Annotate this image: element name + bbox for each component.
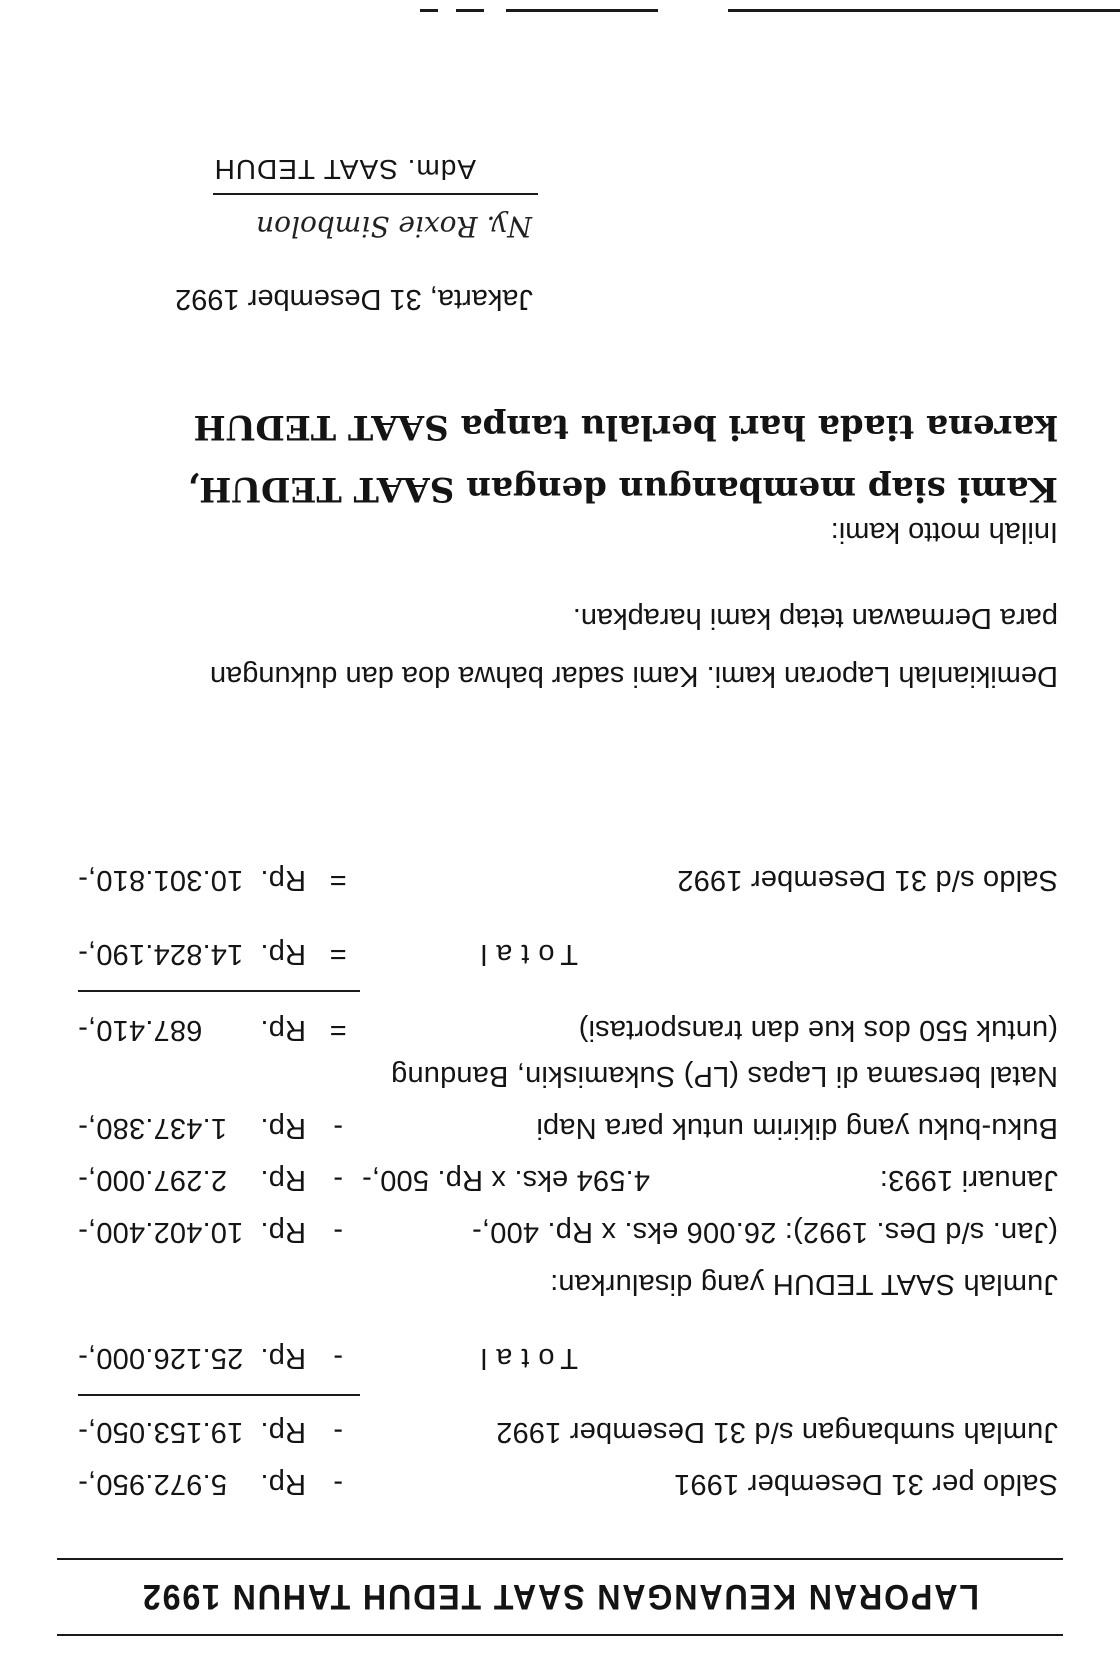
- closing-paragraph: [78, 503, 1058, 705]
- title-rule-bottom: [57, 1558, 1063, 1560]
- currency: Rp.: [260, 1014, 306, 1046]
- row-label: Buku-buku yang dikirim untuk para Napi: [536, 1112, 1058, 1144]
- row-label-continued: (untuk 550 dos kue dan transportasi): [578, 1014, 1058, 1046]
- balance-row: [58, 858, 1058, 896]
- report-header: [57, 1558, 1063, 1636]
- row-equals: -: [333, 1112, 343, 1144]
- row-equals: -: [333, 1416, 343, 1448]
- row-equals: =: [329, 1014, 347, 1046]
- row-amount: 19.153.050,-: [78, 1416, 244, 1448]
- row-equals: =: [329, 938, 347, 970]
- total-row: [58, 1336, 1058, 1374]
- row-amount: 2.297.000,-: [78, 1164, 227, 1196]
- financial-table: [58, 844, 1058, 1500]
- total-amount: 14.824.190,-: [78, 938, 244, 970]
- report-title: LAPORAN KEUANGAN SAAT TEDUH TAHUN 1992: [140, 1577, 980, 1616]
- row-amount: 5.972.950,-: [78, 1468, 227, 1500]
- sum-rule: [78, 990, 360, 992]
- row-equals: -: [333, 1468, 343, 1500]
- organization: Adm. SAAT TEDUH: [213, 154, 476, 185]
- motto: [58, 396, 1058, 520]
- motto-line-1: Kami siap membangun dengan SAAT TEDUH,: [187, 469, 1058, 509]
- table-row: [58, 1006, 1058, 1092]
- currency: Rp.: [260, 1164, 306, 1196]
- signature-rule: [213, 193, 538, 195]
- motto-intro: Inilah motto kami:: [830, 516, 1058, 548]
- motto-line-2: karena tiada hari berlalu tanpa SAAT TEDUH: [193, 407, 1058, 447]
- currency: Rp.: [260, 938, 306, 970]
- row-amount: 1.437.380,-: [78, 1112, 227, 1144]
- total-label: Total: [471, 1342, 578, 1374]
- distribution-heading-row: [58, 1262, 1058, 1300]
- closing-line-2: para Dermawan tetap kami harapkan.: [572, 602, 1058, 634]
- distribution-heading: Jumlah SAAT TEDUH yang disalurkan:: [549, 1268, 1058, 1300]
- row-amount: 687.410,-: [78, 1014, 203, 1046]
- scan-edge-marks: [0, 8, 1120, 12]
- currency: Rp.: [260, 1468, 306, 1500]
- row-label: Januari 1993:: [879, 1164, 1058, 1196]
- table-row: [58, 1462, 1058, 1500]
- currency: Rp.: [260, 864, 306, 896]
- row-detail: 4.594 eks. x Rp. 500,-: [361, 1164, 650, 1196]
- table-row: [58, 1158, 1058, 1196]
- row-equals: -: [333, 1216, 343, 1248]
- table-row: [58, 1106, 1058, 1144]
- row-equals: -: [333, 1164, 343, 1196]
- row-equals: -: [333, 1342, 343, 1374]
- closing-line-1: Demikianlah Laporan kami. Kami sadar bahwa doa dan dukungan: [210, 660, 1058, 692]
- currency: Rp.: [260, 1342, 306, 1374]
- title-rule-top: [57, 1634, 1063, 1636]
- currency: Rp.: [260, 1416, 306, 1448]
- total-row: [58, 932, 1058, 970]
- total-label: Total: [471, 938, 578, 970]
- total-amount: 25.126.000,-: [78, 1342, 244, 1374]
- table-row: [58, 1210, 1058, 1248]
- row-label: Natal bersama di Lapas (LP) Sukamiskin, Bandung: [390, 1060, 1058, 1092]
- row-amount: 10.402.400,-: [78, 1216, 244, 1248]
- balance-amount: 10.301.810,-: [78, 864, 244, 896]
- currency: Rp.: [260, 1112, 306, 1144]
- row-equals: =: [329, 864, 347, 896]
- signature: Ny. Roxie Simbolon: [256, 210, 532, 243]
- table-row: [58, 1410, 1058, 1448]
- row-label: (Jan. s/d Des. 1992): 26.006 eks. x Rp. 400,-: [471, 1216, 1058, 1248]
- currency: Rp.: [260, 1216, 306, 1248]
- row-label: Saldo per 31 Desember 1991: [673, 1468, 1058, 1500]
- balance-label: Saldo s/d 31 Desember 1992: [677, 864, 1058, 896]
- sum-rule: [78, 1394, 360, 1396]
- place-date: Jakarta, 31 Desember 1992: [175, 283, 533, 315]
- row-label: Jumlah sumbangan s/d 31 Desember 1992: [496, 1416, 1058, 1448]
